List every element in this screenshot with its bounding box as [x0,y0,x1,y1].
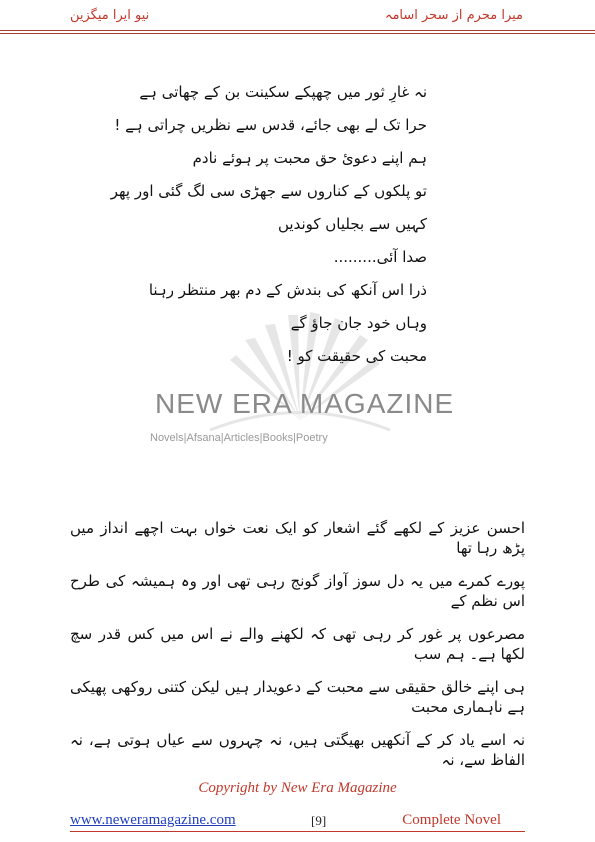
prose-line: مصرعوں پر غور کر رہی تھی کہ لکھنے والے نے اس میں کس قدر سچ لکھا ہے۔ ہم سب [70,625,525,663]
prose-line: پورے کمرے میں یہ دل سوز آواز گونج رہی تھی اور وہ ہمیشہ کی طرح اس نظم کے [70,572,525,610]
header-divider [0,30,595,31]
poem-line: تو پلکوں کے کناروں سے جھڑی سی لگ گئی اور پھر [110,182,427,200]
prose-line: ہی اپنے خالق حقیقی سے محبت کے دعویدار ہیں لیکن کتنی روکھی پھیکی ہے ناہماری محبت [70,678,525,716]
prose-line: نہ اسے یاد کر کے آنکھیں بھیگتی ہیں، نہ چہروں سے عیاں ہوتی ہے، نہ الفاظ سے، نہ [70,731,525,769]
poem-line: صدا آئی......... [333,248,427,266]
copyright-notice: Copyright by New Era Magazine [198,780,397,796]
poem-line: ہم اپنے دعوئ حق محبت پر ہوئے نادم [192,149,427,167]
website-link[interactable]: www.neweramagazine.com [70,812,236,828]
header-author: میرا محرم از سحر اسامہ [384,8,523,23]
poem-line: وہاں خود جان جاؤ گے [290,314,427,332]
header-magazine: نیو ایرا میگزین [70,8,150,23]
prose-line: احسن عزیز کے لکھے گئے اشعار کو ایک نعت خواں بہت اچھے انداز میں پڑھ رہا تھا [70,519,525,557]
page-number: [9] [311,813,327,828]
watermark-subtitle: Novels|Afsana|Articles|Books|Poetry [150,432,328,444]
poem-line: محبت کی حقیقت کو ! [286,347,427,365]
poem-line: کہیں سے بجلیاں کوندیں [277,215,427,233]
page-footer [0,812,595,836]
page-header [0,0,595,32]
poem-line: حرا تک لے بھی جائے، قدس سے نظریں چراتی ہے ! [114,116,427,134]
footer-divider [70,831,525,832]
poem-line: ذرا اس آنکھ کی بندش کے دم بھر منتظر رہنا [148,281,427,299]
prose-paragraph [70,518,525,783]
poem-block [110,82,427,379]
footer-title: Complete Novel [402,812,501,828]
header-divider-thin [0,33,595,34]
watermark-title: NEW ERA MAGAZINE [155,388,455,419]
poem-line: نہ غارِ ثور میں چھپکے سکینت بن کے چھاتی ہے [139,83,427,101]
